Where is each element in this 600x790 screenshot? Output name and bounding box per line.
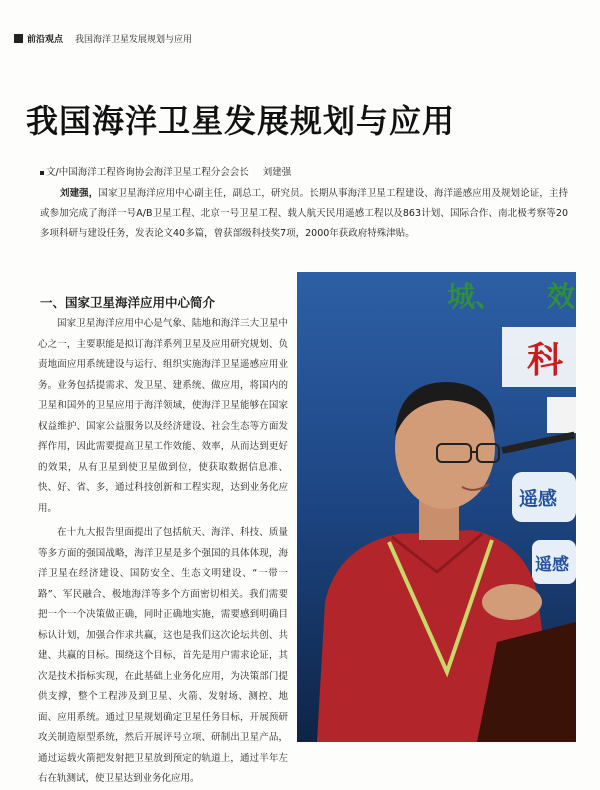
header-square-icon bbox=[14, 34, 23, 43]
bio-text: 国家卫星海洋应用中心副主任，副总工，研究员。长期从事海洋卫星工程建设、海洋遥感应用及规划论证，主持或参加完成了海洋一号A/B卫星工程、北京一号卫星工程、载人航天民用遥感工程以及863计划、国际合作、南北极考察等20多项科研与建设任务，发表论文40多篇，曾获部级科技奖7项，2000年获政府特殊津贴。 bbox=[40, 188, 568, 239]
byline-author: 刘建强 bbox=[262, 167, 292, 178]
speaker-photo bbox=[297, 272, 576, 742]
banner-panel-2 bbox=[547, 397, 576, 433]
banner-text-2: 效 bbox=[547, 280, 576, 313]
paragraph-2: 在十九大报告里面提出了包括航天、海洋、科技、质量等多方面的强国战略，海洋卫星是多个强国的具体体现，海洋卫星在经济建设、国防安全、生态文明建设、“一带一路”、军民融合、极地海洋等多个方面密切相关。我们需要把一个一个决策做正确，同时正确地实施，需要感到明确目标认计划，加强合作求共赢，这也是我们这次论坛共创、共建、共赢的目标。围绕这个目标，首先是用户需求论证，其次是技术指标实现，在此基础上业务化应用，为决策部门提供支撑，整个工程涉及到卫星、火箭、发射场、测控、地面、应用系统。通过卫星规划确定卫星任务目标，开展预研攻关制造原型系统，然后开展评号立项、研制出卫星产品，通过运载火箭把发射把卫星放到预定的轨道上，通过半年左右在轨测试，使卫星达到业务化应用。 bbox=[38, 527, 288, 784]
header-article-title: 我国海洋卫星发展规划与应用 bbox=[75, 34, 193, 45]
banner-text-4: 遥感 bbox=[519, 488, 558, 510]
section-heading: 一、国家卫星海洋应用中心简介 bbox=[40, 295, 216, 310]
header-column-label: 前沿观点 bbox=[27, 34, 64, 45]
banner-text-5: 遥感 bbox=[535, 555, 569, 575]
byline-bullet-icon bbox=[40, 171, 44, 175]
author-bio bbox=[40, 184, 568, 244]
running-header bbox=[14, 30, 192, 46]
banner-text-3: 科 bbox=[527, 340, 564, 381]
byline-affiliation: 文/中国海洋工程咨询协会海洋卫星工程分会会长 bbox=[46, 167, 249, 178]
article-title: 我国海洋卫星发展规划与应用 bbox=[26, 102, 456, 140]
bio-name: 刘建强， bbox=[60, 188, 99, 199]
byline bbox=[40, 164, 291, 178]
speaker-hand bbox=[482, 584, 542, 620]
banner-text-1: 城、 bbox=[447, 280, 504, 313]
body-text bbox=[38, 314, 288, 790]
paragraph-1: 国家卫星海洋应用中心是气象、陆地和海洋三大卫星中心之一，主要职能是拟订海洋系列卫星及应用研究规划、负责地面应用系统建设与运行、组织实施海洋卫星遥感应用业务。业务包括提需求、发卫星、建系统、做应用，将国内的卫星和国外的卫星应用于海洋领域，使海洋卫星能够在国家权益维护、国家公益服务以及经济建设、社会生态等方面发挥作用，因此需要提高卫星工作效能、效率，从而达到更好的效果，从有卫星到使卫星做到位，使获取数据信息准、快、好、省、多，通过科技创新和工程实现，达到业务化应用。 bbox=[38, 318, 288, 514]
